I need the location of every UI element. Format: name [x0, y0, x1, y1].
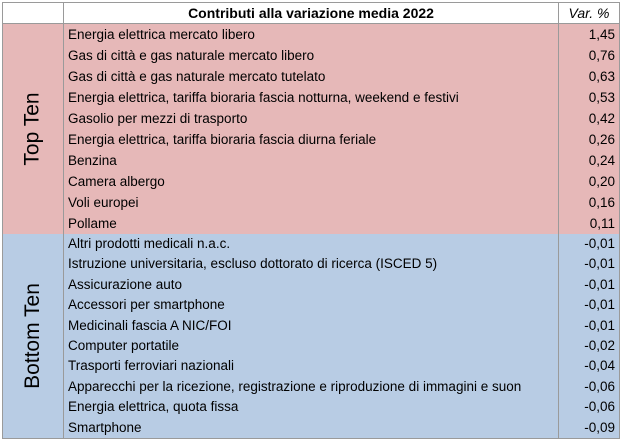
top-ten-section [3, 24, 619, 234]
table-row [64, 213, 619, 234]
bottom-ten-section [3, 234, 619, 438]
row-value: -0,04 [558, 356, 619, 376]
row-label: Benzina [68, 153, 117, 168]
row-label: Apparecchi per la ricezione, registrazione e riproduzione di immagini e suon [68, 378, 522, 394]
row-label: Accessori per smartphone [68, 297, 225, 313]
row-label: Energia elettrica, tariffa bioraria fascia diurna feriale [68, 132, 377, 147]
bottom-ten-rows [64, 234, 619, 438]
row-value: 0,63 [558, 66, 619, 87]
row-value: 0,11 [558, 213, 619, 234]
row-label: Computer portatile [68, 337, 180, 353]
table-row [64, 87, 619, 108]
table-row [64, 418, 619, 438]
row-value: -0,01 [558, 275, 619, 295]
table-row [64, 66, 619, 87]
table-row [64, 295, 619, 315]
row-value: 0,26 [558, 129, 619, 150]
row-label: Istruzione universitaria, escluso dottorato di ricerca (ISCED 5) [68, 256, 438, 272]
row-label: Smartphone [68, 419, 142, 435]
row-value: -0,09 [558, 418, 619, 438]
header-corner [3, 3, 64, 23]
row-label: Gas di città e gas naturale mercato tutelato [68, 69, 326, 84]
top-ten-group-label [3, 24, 64, 234]
row-value: 0,42 [558, 108, 619, 129]
row-label: Pollame [68, 216, 117, 231]
row-label: Assicurazione auto [68, 276, 183, 292]
table-row [64, 377, 619, 397]
row-label: Altri prodotti medicali n.a.c. [68, 236, 231, 251]
bottom-ten-label: Bottom Ten [21, 283, 44, 389]
table-row [64, 254, 619, 274]
bottom-ten-group-label [3, 234, 64, 438]
row-value: 0,20 [558, 171, 619, 192]
table-row [64, 108, 619, 129]
row-value: 0,24 [558, 150, 619, 171]
table-row [64, 316, 619, 336]
row-value: 0,76 [558, 45, 619, 66]
row-value: -0,02 [558, 336, 619, 356]
row-label: Gas di città e gas naturale mercato libero [68, 48, 315, 63]
row-label: Energia elettrica, quota fissa [68, 399, 239, 415]
top-ten-label: Top Ten [21, 92, 45, 166]
table-row [64, 234, 619, 254]
row-value: 0,53 [558, 87, 619, 108]
row-value: 1,45 [558, 24, 619, 45]
table-header [3, 3, 619, 24]
contributions-table [2, 2, 620, 439]
table-row [64, 150, 619, 171]
table-row [64, 275, 619, 295]
row-value: -0,01 [558, 295, 619, 315]
row-label: Camera albergo [68, 174, 165, 189]
row-label: Energia elettrica mercato libero [68, 27, 255, 42]
table-row [64, 397, 619, 417]
row-value: 0,16 [558, 192, 619, 213]
row-label: Trasporti ferroviari nazionali [68, 358, 235, 374]
table-row [64, 356, 619, 376]
table-row [64, 336, 619, 356]
table-row [64, 171, 619, 192]
row-label: Gasolio per mezzi di trasporto [68, 111, 248, 126]
row-label: Energia elettrica, tariffa bioraria fascia notturna, weekend e festivi [68, 90, 459, 105]
table-row [64, 45, 619, 66]
table-row [64, 24, 619, 45]
row-label: Medicinali fascia A NIC/FOI [68, 317, 232, 333]
top-ten-rows [64, 24, 619, 234]
row-value: -0,01 [558, 316, 619, 336]
table-row [64, 192, 619, 213]
row-value: -0,01 [558, 234, 619, 254]
table-title: Contributi alla variazione media 2022 [188, 5, 434, 21]
value-column-header: Var. % [558, 3, 619, 23]
table-row [64, 129, 619, 150]
row-label: Voli europei [68, 195, 139, 210]
row-value: -0,01 [558, 254, 619, 274]
row-value: -0,06 [558, 397, 619, 417]
row-value: -0,06 [558, 377, 619, 397]
